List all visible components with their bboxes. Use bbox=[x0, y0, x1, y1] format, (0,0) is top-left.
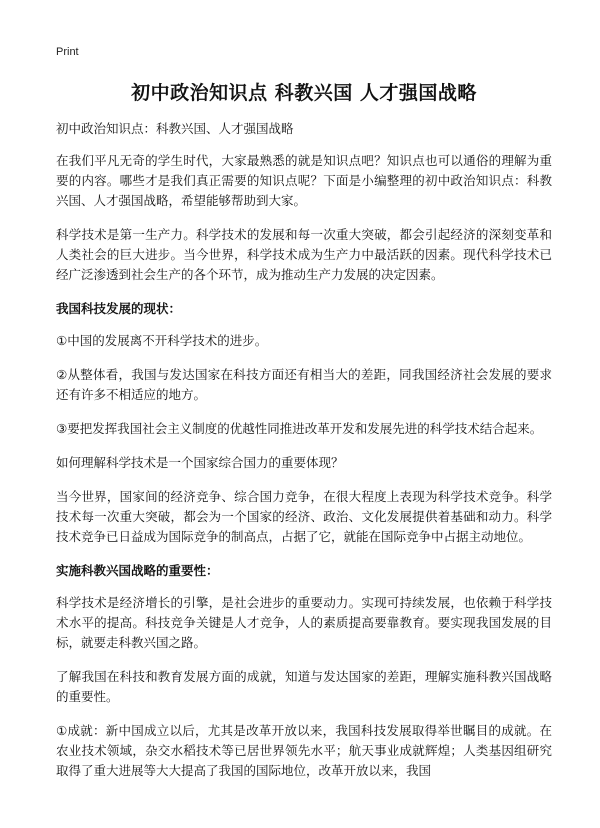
power-question: 如何理解科学技术是一个国家综合国力的重要体现？ bbox=[56, 455, 344, 470]
page-title: 初中政治知识点 科教兴国 人才强国战略 bbox=[131, 82, 477, 104]
status-item-2: ②从整体看，我国与发达国家在科技方面还有相当大的差距，同我国经济社会发展的要求还有许多不相适应的地方。 bbox=[56, 367, 552, 402]
subtitle: 初中政治知识点：科教兴国、人才强国战略 bbox=[56, 121, 294, 136]
status-item-3: ③要把发挥我国社会主义制度的优越性同推进改革开发和发展先进的科学技术结合起来。 bbox=[56, 421, 543, 436]
intro-paragraph: 在我们平凡无奇的学生时代，大家最熟悉的就是知识点吧？知识点也可以通俗的理解为重要的内容。哪些才是我们真正需要的知识点呢？下面是小编整理的初中政治知识点：科教兴国、人才强国战略，希望能够帮助到大家。 bbox=[56, 153, 552, 208]
importance-paragraph: 科学技术是经济增长的引擎，是社会进步的重要动力。实现可持续发展，也依赖于科学技术水平的提高。科技竞争关键是人才竞争，人的素质提高要靠教育。要实现我国发展的目标，就要走科教兴国之路。 bbox=[56, 595, 552, 650]
achievement-paragraph: ①成就：新中国成立以后，尤其是改革开放以来，我国科技发展取得举世瞩目的成就。在农业技术领域，杂交水稻技术等已居世界领先水平；航天事业成就辉煌；人类基因组研究取得了重大进展等大大提高了我国的国际地位，改革开放以来，我国 bbox=[56, 723, 552, 778]
understand-paragraph: 了解我国在科技和教育发展方面的成就，知道与发达国家的差距，理解实施科教兴国战略的重要性。 bbox=[56, 669, 552, 704]
importance-heading: 实施科教兴国战略的重要性： bbox=[56, 563, 219, 578]
status-item-1: ①中国的发展离不开科学技术的进步。 bbox=[56, 333, 268, 348]
status-heading: 我国科技发展的现状： bbox=[56, 301, 182, 316]
productivity-paragraph: 科学技术是第一生产力。科学技术的发展和每一次重大突破，都会引起经济的深刻变革和人类社会的巨大进步。当今世界，科学技术成为生产力中最活跃的因素。现代科学技术已经广泛渗透到社会生产的各个环节，成为推动生产力发展的决定因素。 bbox=[56, 227, 552, 282]
power-paragraph: 当今世界，国家间的经济竞争、综合国力竞争，在很大程度上表现为科学技术竞争。科学技术每一次重大突破，都会为一个国家的经济、政治、文化发展提供着基础和动力。科学技术竞争已日益成为国际竞争的制高点，占据了它，就能在国际竞争中占据主动地位。 bbox=[56, 489, 552, 544]
print-label[interactable]: Print bbox=[56, 46, 79, 58]
